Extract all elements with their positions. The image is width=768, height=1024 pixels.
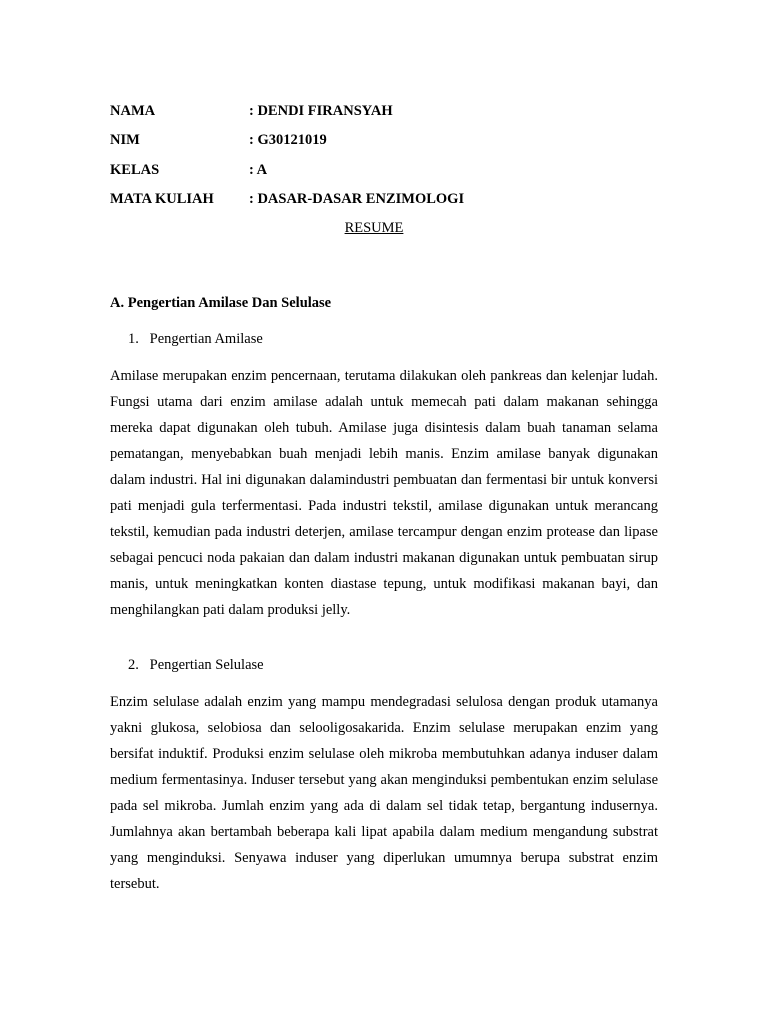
section-heading: A. Pengertian Amilase Dan Selulase — [110, 295, 332, 311]
info-label: KELAS — [110, 162, 160, 178]
subheading-title: Pengertian Selulase — [149, 657, 264, 673]
info-label: NAMA — [110, 103, 156, 119]
info-value: : DASAR-DASAR ENZIMOLOGI — [249, 191, 465, 207]
resume-title — [0, 218, 768, 238]
subheading-selulase — [128, 655, 264, 675]
paragraph-amilase: Amilase merupakan enzim pencernaan, terutama dilakukan oleh pankreas dan kelenjar ludah. Fungsi utama dari enzim amilase adalah untuk memecah pati dalam makanan sehingga mereka dapat digunakan oleh tubuh. Amilase juga disintesis dalam buah tanaman selama pematangan, menyebabkan buah menjadi lebih manis. Enzim amilase banyak digunakan dalam industri. Hal ini digunakan dalamindustri pembuatan dan fermentasi bir untuk konversi pati menjadi gula terfermentasi. Pada industri tekstil, amilase digunakan untuk merancang tekstil, kemudian pada industri deterjen, amilase tercampur dengan enzim protease dan lipase sebagai pencuci noda pakaian dan dalam industri makanan digunakan untuk pembuatan sirup manis, untuk meningkatkan konten diastase tepung, untuk modifikasi makanan bayi, dan menghilangkan pati dalam produksi jelly. — [110, 368, 658, 618]
subheading-number: 2. — [128, 657, 139, 673]
resume-title-text: RESUME — [344, 220, 404, 236]
subheading-number: 1. — [128, 331, 139, 347]
info-value: : G30121019 — [249, 132, 327, 148]
info-value: : A — [249, 162, 268, 178]
info-label: NIM — [110, 132, 140, 148]
paragraph-selulase: Enzim selulase adalah enzim yang mampu mendegradasi selulosa dengan produk utamanya yakni glukosa, selobiosa dan selooligosakarida. Enzim selulase merupakan enzim yang bersifat induktif. Produksi enzim selulase oleh mikroba membutuhkan adanya induser dalam medium fermentasinya. Induser tersebut yang akan menginduksi pembentukan enzim selulase pada sel mikroba. Jumlah enzim yang ada di dalam sel tidak tetap, bergantung indusernya. Jumlahnya akan bertambah beberapa kali lipat apabila dalam medium mengandung substrat yang menginduksi. Senyawa induser yang diperlukan umumnya berupa substrat enzim tersebut. — [110, 694, 658, 892]
info-value: : DENDI FIRANSYAH — [249, 103, 393, 119]
subheading-amilase — [128, 329, 263, 349]
info-label: MATA KULIAH — [110, 191, 214, 207]
subheading-title: Pengertian Amilase — [149, 331, 263, 347]
